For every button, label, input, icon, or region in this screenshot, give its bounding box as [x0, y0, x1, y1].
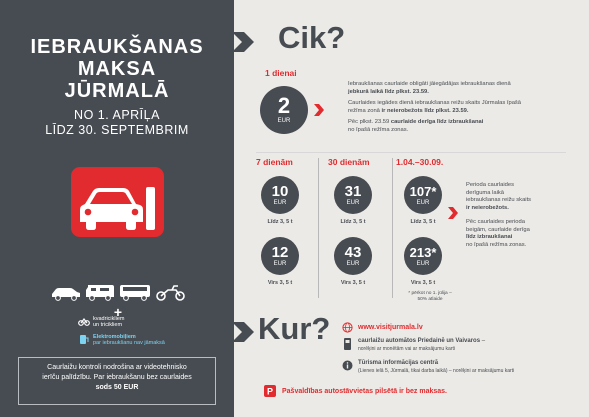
kur-heading: Kur? [258, 311, 331, 346]
weight-caption: Līdz 3, 5 t [340, 219, 366, 225]
weight-caption: Līdz 3, 5 t [267, 219, 293, 225]
season-info: Perioda caurlaides derīguma laikā iebraukšanas reižu skaits ir neierobežots. Pēc caurlaides perioda beigām, caurlaide derīga līdz izbraukšanai no īpašā režīma zonas. [466, 182, 532, 248]
parking-machine-icon [342, 338, 353, 351]
season-light-badge: 107* EUR [404, 176, 442, 214]
chevron-right-icon [314, 104, 324, 116]
camper-icon [86, 285, 114, 300]
weight-caption: Virs 3, 5 t [267, 280, 293, 286]
info-icon [342, 360, 353, 371]
period-subtitle: NO 1. APRĪĻA LĪDZ 30. SEPTEMBRIM [45, 108, 189, 137]
tourist-center-info: Tūrisma informācijas centrā (Lienes ielā 5, Jūrmalā, tikai darba laikā) – norēķini ar maksājumu karti [358, 360, 515, 374]
control-notice: Caurlaižu kontroli nodrošina ar videotehnisko ierīču palīdzību. Par iebraukšanu bez caurlaides sods 50 EUR [18, 357, 216, 405]
day-label: 1 dienai [265, 68, 297, 78]
day-price-badge: 2 EUR [260, 86, 308, 134]
month-heavy-badge: 43 EUR [334, 237, 372, 275]
chevron-right-icon [232, 322, 254, 342]
parking-machines-info: caurlaižu automātos Priedainē un Vaivaros – norēķini ar monētām vai ar maksājumu karti [358, 338, 486, 352]
vehicle-types [50, 280, 190, 302]
main-title: IEBRAUKŠANAS MAKSA JŪRMALĀ [30, 36, 204, 102]
svg-text:P: P [267, 386, 274, 397]
electric-note: Elektromobiļiem par iebraukšanu nav jāmaksā [93, 334, 165, 346]
chevron-right-icon [232, 32, 254, 52]
quad-icon [78, 316, 90, 326]
right-panel [234, 0, 589, 417]
season-heavy-badge: 213* EUR [404, 237, 442, 275]
bus-icon [120, 285, 150, 300]
week-label: 7 dienām [256, 157, 293, 167]
day-info: Iebraukšanas caurlaide obligāti jāiegādājas iebraukšanas dienā jebkurā laikā līdz plkst. 23.59. Caurlaides iegādes dienā iebraukšanas reižu skaits Jūrmalas īpašā režīma zonā ir neierobežots līdz plkst. 23.59. Pēc plkst. 23.59 caurlaide derīga līdz izbraukšanai no īpašā režīma zonas. [348, 81, 522, 133]
parking-icon [264, 385, 276, 397]
free-parking-note: Pašvaldības autostāvvietas pilsētā ir bez maksas. [282, 388, 447, 395]
motorcycle-icon [157, 286, 184, 300]
plus-sign: + [113, 304, 123, 320]
season-label: 1.04.–30.09. [396, 157, 444, 167]
ev-charger-icon [78, 334, 90, 344]
car-icon [52, 288, 80, 300]
column-divider [392, 158, 393, 298]
cik-heading: Cik? [278, 20, 346, 55]
discount-footnote: * pērkot no 1. jūlija – 50% atlaide [408, 291, 452, 302]
month-label: 30 dienām [328, 157, 370, 167]
separator [256, 152, 566, 153]
weight-caption: Virs 3, 5 t [410, 280, 436, 286]
column-divider [318, 158, 319, 298]
month-light-badge: 31 EUR [334, 176, 372, 214]
car-barrier-icon [71, 167, 164, 237]
website-link[interactable]: www.visitjurmala.lv [358, 324, 423, 331]
weight-caption: Virs 3, 5 t [340, 280, 366, 286]
weight-caption: Līdz 3, 5 t [410, 219, 436, 225]
week-light-badge: 10 EUR [261, 176, 299, 214]
left-panel [0, 0, 234, 417]
chevron-right-icon [448, 207, 458, 219]
week-heavy-badge: 12 EUR [261, 237, 299, 275]
globe-icon [342, 322, 353, 333]
quad-note: kvadricikliem un tricikliem [93, 316, 125, 328]
